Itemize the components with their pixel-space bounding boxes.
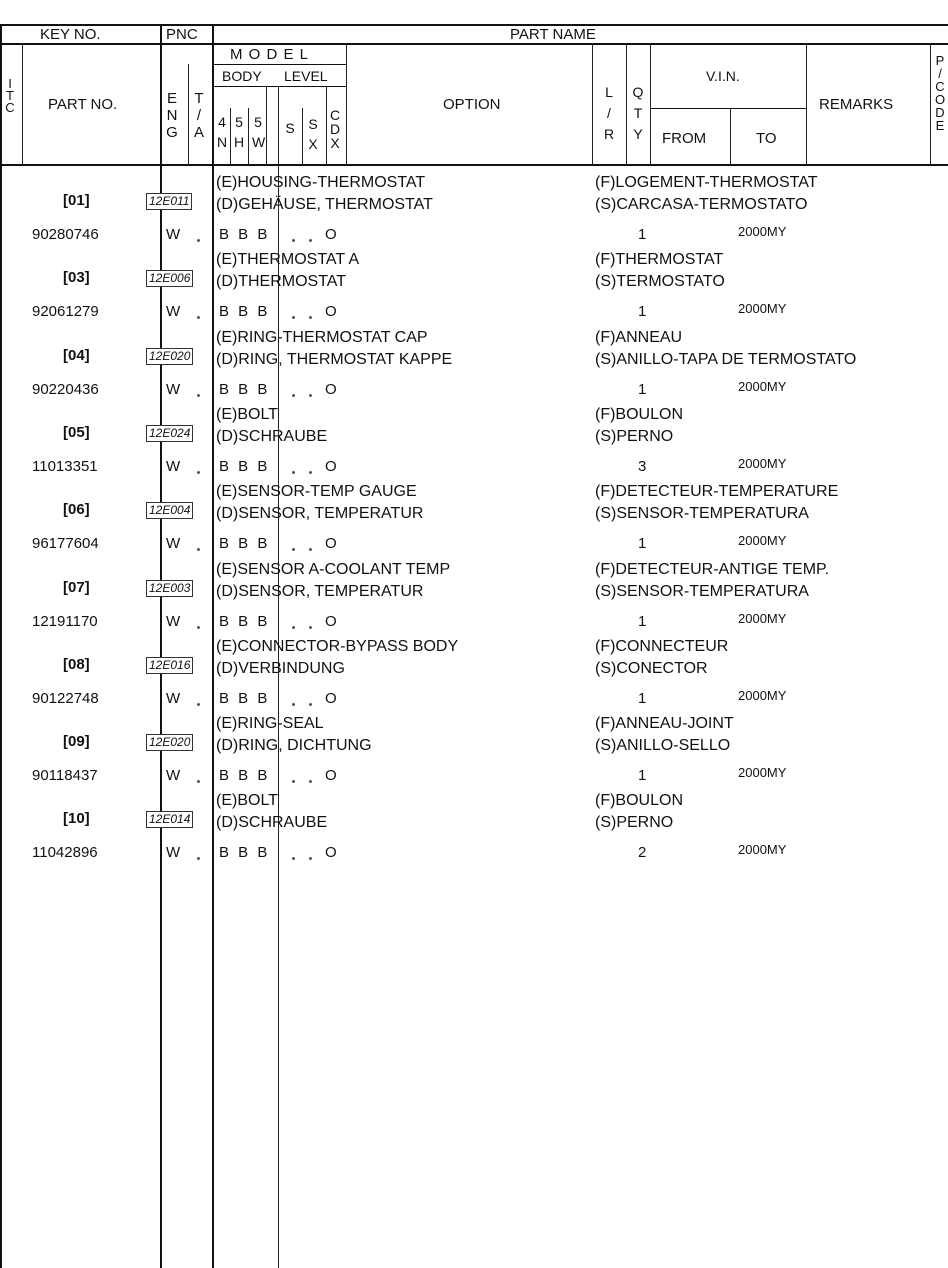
lr-header: L / R xyxy=(603,84,615,142)
pnc-code: 12E003 xyxy=(146,580,193,597)
body-col-4n: 4 N xyxy=(217,114,228,150)
column-divider xyxy=(248,108,249,164)
part-name-french: (F)ANNEAU-JOINT xyxy=(595,715,734,732)
model-year: 2000MY xyxy=(738,765,787,780)
level-code: O xyxy=(325,767,338,784)
part-number: 11042896 xyxy=(32,844,98,861)
body-codes: B B B xyxy=(219,381,269,398)
part-name-english: (E)RING-THERMOSTAT CAP xyxy=(216,329,428,346)
model-year: 2000MY xyxy=(738,456,787,471)
part-number: 90122748 xyxy=(32,690,99,707)
part-name-english: (E)BOLT xyxy=(216,406,278,423)
level-separator xyxy=(309,239,312,242)
level-separator xyxy=(309,394,312,397)
level-col-s: S xyxy=(285,120,295,136)
option-header: OPTION xyxy=(443,96,501,113)
level-separator xyxy=(309,780,312,783)
part-number: 92061279 xyxy=(32,303,99,320)
ta-separator xyxy=(197,857,200,860)
ta-separator xyxy=(197,703,200,706)
level-code: O xyxy=(325,303,338,320)
column-divider xyxy=(160,24,162,1268)
key-number: [07] xyxy=(63,579,90,596)
pnc-code: 12E006 xyxy=(146,270,193,287)
part-number: 96177604 xyxy=(32,535,99,552)
eng-code: W xyxy=(166,303,183,320)
quantity: 3 xyxy=(638,458,647,475)
model-year: 2000MY xyxy=(738,301,787,316)
quantity: 1 xyxy=(638,226,647,243)
part-name-english: (E)SENSOR A-COOLANT TEMP xyxy=(216,561,451,578)
quantity: 2 xyxy=(638,844,647,861)
column-divider xyxy=(266,86,267,164)
body-codes: B B B xyxy=(219,535,269,552)
part-name-spanish: (S)ANILLO-SELLO xyxy=(595,737,731,754)
level-separator xyxy=(292,857,295,860)
quantity: 1 xyxy=(638,613,647,630)
part-name-french: (F)BOULON xyxy=(595,792,683,809)
part-name-french: (F)LOGEMENT-THERMOSTAT xyxy=(595,174,818,191)
pnc-code: 12E020 xyxy=(146,734,193,751)
level-separator xyxy=(292,239,295,242)
body-codes: B B B xyxy=(219,690,269,707)
part-name-spanish: (S)SENSOR-TEMPERATURA xyxy=(595,583,809,600)
key-number: [04] xyxy=(63,347,90,364)
part-name-german: (D)VERBINDUNG xyxy=(216,660,345,677)
part-name-spanish: (S)PERNO xyxy=(595,428,674,445)
key-number: [01] xyxy=(63,192,90,209)
level-code: O xyxy=(325,458,338,475)
level-code: O xyxy=(325,381,338,398)
level-code: O xyxy=(325,535,338,552)
column-divider xyxy=(592,43,593,164)
pcode-header: P / C O D E xyxy=(934,53,946,133)
body-col-5w: 5 W xyxy=(252,114,266,150)
ta-separator xyxy=(197,394,200,397)
eng-header: E N G xyxy=(166,90,178,141)
part-name-english: (E)HOUSING-THERMOSTAT xyxy=(216,174,426,191)
part-name-spanish: (S)CARCASA-TERMOSTATO xyxy=(595,196,808,213)
part-no-header: PART NO. xyxy=(48,96,118,113)
ta-separator xyxy=(197,626,200,629)
pnc-header: PNC xyxy=(166,26,198,43)
body-codes: B B B xyxy=(219,613,269,630)
table-top-border xyxy=(0,24,948,26)
part-name-english: (E)THERMOSTAT A xyxy=(216,251,360,268)
column-divider xyxy=(22,43,23,164)
column-divider xyxy=(302,108,303,164)
part-name-french: (F)ANNEAU xyxy=(595,329,683,346)
key-number: [05] xyxy=(63,424,90,441)
part-name-german: (D)SENSOR, TEMPERATUR xyxy=(216,583,424,600)
level-separator xyxy=(292,780,295,783)
eng-code: W xyxy=(166,535,183,552)
part-number: 90118437 xyxy=(32,767,98,784)
ta-separator xyxy=(197,780,200,783)
part-name-german: (D)RING, DICHTUNG xyxy=(216,737,372,754)
level-code: O xyxy=(325,226,338,243)
vin-from-header: FROM xyxy=(662,130,707,147)
eng-code: W xyxy=(166,767,183,784)
body-codes: B B B xyxy=(219,844,269,861)
model-year: 2000MY xyxy=(738,611,787,626)
header-bottom-border xyxy=(0,164,948,166)
eng-code: W xyxy=(166,690,183,707)
pnc-code: 12E016 xyxy=(146,657,193,674)
body-codes: B B B xyxy=(219,303,269,320)
model-year: 2000MY xyxy=(738,379,787,394)
part-name-german: (D)SENSOR, TEMPERATUR xyxy=(216,505,424,522)
part-number: 90220436 xyxy=(32,381,99,398)
part-name-french: (F)DETECTEUR-TEMPERATURE xyxy=(595,483,839,500)
part-name-spanish: (S)CONECTOR xyxy=(595,660,708,677)
part-name-german: (D)SCHRAUBE xyxy=(216,428,328,445)
part-number: 12191170 xyxy=(32,613,98,630)
pnc-code: 12E014 xyxy=(146,811,193,828)
part-name-german: (D)SCHRAUBE xyxy=(216,814,328,831)
key-number: [06] xyxy=(63,501,90,518)
itc-header: I T C xyxy=(5,76,15,115)
part-number: 90280746 xyxy=(32,226,99,243)
ta-separator xyxy=(197,316,200,319)
pnc-code: 12E011 xyxy=(146,193,192,210)
level-col-cdx: C D X xyxy=(329,107,341,151)
key-number: [08] xyxy=(63,656,90,673)
pnc-code: 12E020 xyxy=(146,348,193,365)
part-name-english: (E)SENSOR-TEMP GAUGE xyxy=(216,483,417,500)
part-name-english: (E)BOLT xyxy=(216,792,278,809)
vin-divider xyxy=(650,108,806,109)
pnc-code: 12E004 xyxy=(146,502,193,519)
level-col-sx: S X xyxy=(308,116,318,152)
eng-code: W xyxy=(166,381,183,398)
eng-code: W xyxy=(166,844,183,861)
level-separator xyxy=(292,316,295,319)
body-codes: B B B xyxy=(219,767,269,784)
level-code: O xyxy=(325,844,338,861)
level-separator xyxy=(309,471,312,474)
column-divider xyxy=(212,24,214,1268)
column-divider xyxy=(730,108,731,164)
part-name-french: (F)DETECTEUR-ANTIGE TEMP. xyxy=(595,561,830,578)
part-name-spanish: (S)ANILLO-TAPA DE TERMOSTATO xyxy=(595,351,857,368)
level-code: O xyxy=(325,690,338,707)
part-name-spanish: (S)PERNO xyxy=(595,814,674,831)
model-year: 2000MY xyxy=(738,224,787,239)
body-col-5h: 5 H xyxy=(234,114,245,150)
level-code: O xyxy=(325,613,338,630)
ta-separator xyxy=(197,239,200,242)
model-year: 2000MY xyxy=(738,688,787,703)
vin-to-header: TO xyxy=(756,130,777,147)
quantity: 1 xyxy=(638,303,647,320)
column-divider xyxy=(346,43,347,164)
part-name-english: (E)RING-SEAL xyxy=(216,715,324,732)
column-divider xyxy=(326,86,327,164)
column-divider xyxy=(806,43,807,164)
ta-separator xyxy=(197,471,200,474)
quantity: 1 xyxy=(638,767,647,784)
column-divider xyxy=(188,64,189,164)
body-codes: B B B xyxy=(219,458,269,475)
level-separator xyxy=(292,703,295,706)
model-year: 2000MY xyxy=(738,533,787,548)
column-divider xyxy=(230,108,231,164)
ta-header: T / A xyxy=(193,90,204,141)
key-no-header: KEY NO. xyxy=(40,26,101,43)
pnc-code: 12E024 xyxy=(146,425,193,442)
key-number: [03] xyxy=(63,269,90,286)
quantity: 1 xyxy=(638,690,647,707)
part-name-french: (F)THERMOSTAT xyxy=(595,251,724,268)
level-separator xyxy=(309,548,312,551)
key-number: [09] xyxy=(63,733,90,750)
quantity: 1 xyxy=(638,381,647,398)
qty-header: Q T Y xyxy=(632,84,644,142)
part-name-header: PART NAME xyxy=(510,26,596,43)
level-separator xyxy=(309,703,312,706)
level-separator xyxy=(292,394,295,397)
part-name-spanish: (S)TERMOSTATO xyxy=(595,273,725,290)
part-name-english: (E)CONNECTOR-BYPASS BODY xyxy=(216,638,459,655)
eng-code: W xyxy=(166,458,183,475)
column-divider xyxy=(0,24,2,1268)
body-header: BODY xyxy=(222,68,262,84)
column-divider xyxy=(626,43,627,164)
eng-code: W xyxy=(166,226,183,243)
ta-separator xyxy=(197,548,200,551)
model-divider xyxy=(212,64,346,65)
model-year: 2000MY xyxy=(738,842,787,857)
eng-code: W xyxy=(166,613,183,630)
remarks-header: REMARKS xyxy=(819,96,894,113)
part-name-french: (F)CONNECTEUR xyxy=(595,638,729,655)
quantity: 1 xyxy=(638,535,647,552)
vin-header: V.I.N. xyxy=(706,68,740,84)
part-name-german: (D)GEHÄUSE, THERMOSTAT xyxy=(216,196,433,213)
level-separator xyxy=(309,316,312,319)
level-separator xyxy=(309,857,312,860)
part-name-german: (D)RING, THERMOSTAT KAPPE xyxy=(216,351,453,368)
level-header: LEVEL xyxy=(284,68,328,84)
level-separator xyxy=(292,626,295,629)
key-number: [10] xyxy=(63,810,90,827)
model-header: M O D E L xyxy=(230,46,310,63)
part-name-german: (D)THERMOSTAT xyxy=(216,273,347,290)
part-name-spanish: (S)SENSOR-TEMPERATURA xyxy=(595,505,809,522)
column-divider xyxy=(650,43,651,164)
part-name-french: (F)BOULON xyxy=(595,406,683,423)
column-divider xyxy=(930,43,931,164)
body-codes: B B B xyxy=(219,226,269,243)
part-number: 11013351 xyxy=(32,458,98,475)
level-separator xyxy=(292,471,295,474)
level-separator xyxy=(309,626,312,629)
level-separator xyxy=(292,548,295,551)
